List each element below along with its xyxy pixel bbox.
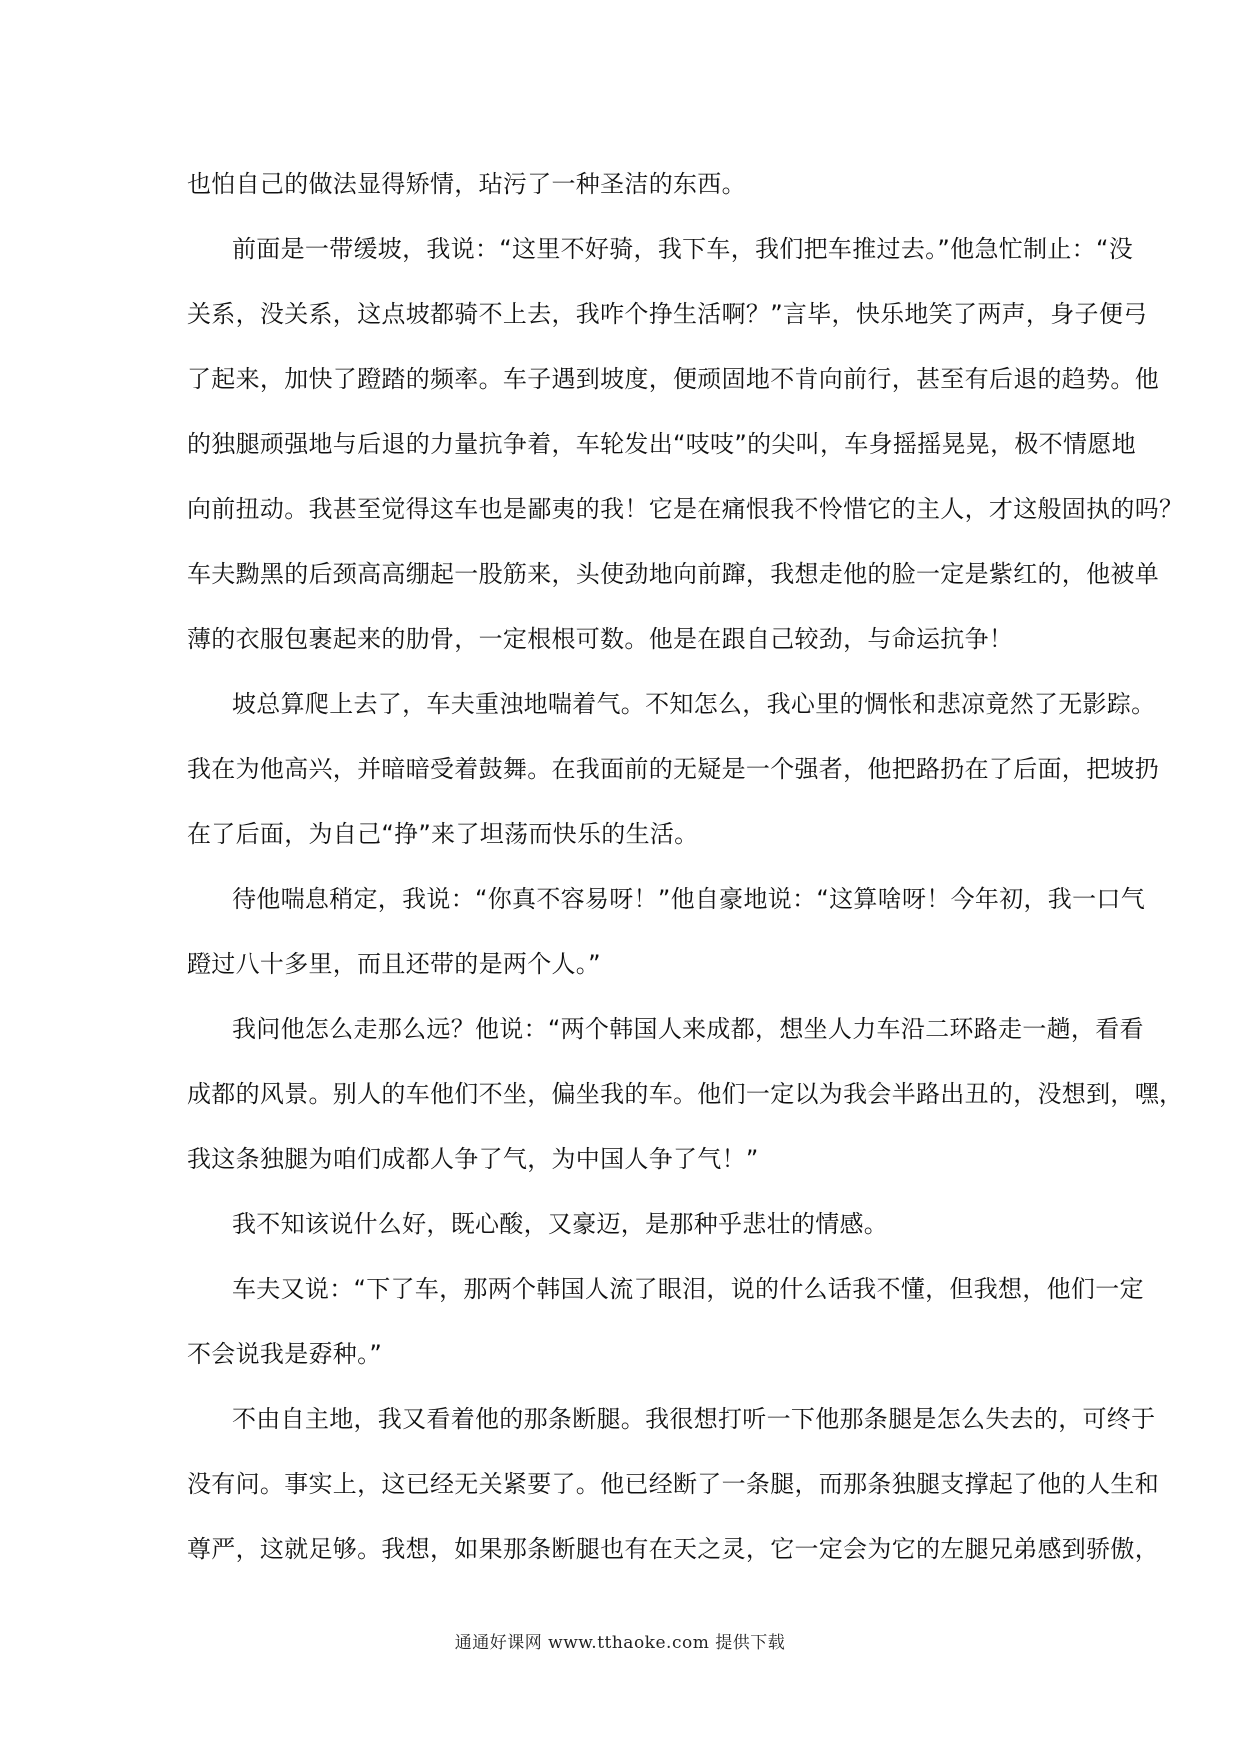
- paragraph-proud: [187, 872, 1145, 1002]
- paragraph-slope: [187, 222, 1184, 677]
- text-line: 前面是一带缓坡，我说：“这里不好骑，我下车，我们把车推过去。”他急忙制止：“没: [232, 235, 1133, 263]
- text-line: 待他喘息稍定，我说：“你真不容易呀！”他自豪地说：“这算啥呀！今年初，我一口气: [232, 885, 1145, 913]
- page-footer: 通通好课网 www.tthaoke.com 提供下载: [454, 1633, 786, 1653]
- text-line: 薄的衣服包裹起来的肋骨，一定根根可数。他是在跟自己较劲，与命运抗争！: [187, 625, 1014, 653]
- text-line: 不会说我是孬种。”: [187, 1340, 383, 1368]
- text-line: 也怕自己的做法显得矫情，玷污了一种圣洁的东西。: [187, 170, 746, 198]
- text-line: 了起来，加快了蹬踏的频率。车子遇到坡度，便顽固地不肯向前行，甚至有后退的趋势。他: [187, 365, 1159, 393]
- paragraph-koreans: [187, 1002, 1184, 1197]
- document-body: [187, 157, 1184, 1587]
- text-line: 坡总算爬上去了，车夫重浊地喘着气。不知怎么，我心里的惆怅和悲凉竟然了无影踪。: [232, 690, 1156, 718]
- paragraph-feelings: [187, 1197, 1063, 1262]
- text-line: 尊严，这就足够。我想，如果那条断腿也有在天之灵，它一定会为它的左腿兄弟感到骄傲，: [187, 1535, 1159, 1563]
- text-line: 没有问。事实上，这已经无关紧要了。他已经断了一条腿，而那条独腿支撑起了他的人生和: [187, 1470, 1159, 1498]
- paragraph-climbed: [187, 677, 1159, 872]
- text-line: 我在为他高兴，并暗暗受着鼓舞。在我面前的无疑是一个强者，他把路扔在了后面，把坡扔: [187, 755, 1159, 783]
- text-line: 成都的风景。别人的车他们不坐，偏坐我的车。他们一定以为我会半路出丑的，没想到，嘿，: [187, 1080, 1184, 1108]
- paragraph-tears: [187, 1262, 1144, 1392]
- paragraph-continuation: [187, 157, 1063, 222]
- text-line: 的独腿顽强地与后退的力量抗争着，车轮发出“吱吱”的尖叫，车身摇摇晃晃，极不情愿地: [187, 430, 1136, 458]
- text-line: 蹬过八十多里，而且还带的是两个人。”: [187, 950, 601, 978]
- text-line: 关系，没关系，这点坡都骑不上去，我咋个挣生活啊？”言毕，快乐地笑了两声，身子便弓: [187, 300, 1148, 328]
- text-line: 我问他怎么走那么远？他说：“两个韩国人来成都，想坐人力车沿二环路走一趟，看看: [232, 1015, 1144, 1043]
- text-line: 车夫又说：“下了车，那两个韩国人流了眼泪，说的什么话我不懂，但我想，他们一定: [232, 1275, 1144, 1303]
- text-line: 车夫黝黑的后颈高高绷起一股筋来，头使劲地向前蹿，我想走他的脸一定是紫红的，他被单: [187, 560, 1159, 588]
- text-line: 不由自主地，我又看着他的那条断腿。我很想打听一下他那条腿是怎么失去的，可终于: [232, 1405, 1156, 1433]
- paragraph-broken-leg: [187, 1392, 1159, 1587]
- text-line: 我这条独腿为咱们成都人争了气，为中国人争了气！”: [187, 1145, 759, 1173]
- text-line: 在了后面，为自己“挣”来了坦荡而快乐的生活。: [187, 820, 699, 848]
- text-line: 向前扭动。我甚至觉得这车也是鄙夷的我！它是在痛恨我不怜惜它的主人，才这般固执的吗？: [187, 495, 1184, 523]
- text-line: 我不知该说什么好，既心酸，又豪迈，是那种乎悲壮的情感。: [232, 1210, 889, 1238]
